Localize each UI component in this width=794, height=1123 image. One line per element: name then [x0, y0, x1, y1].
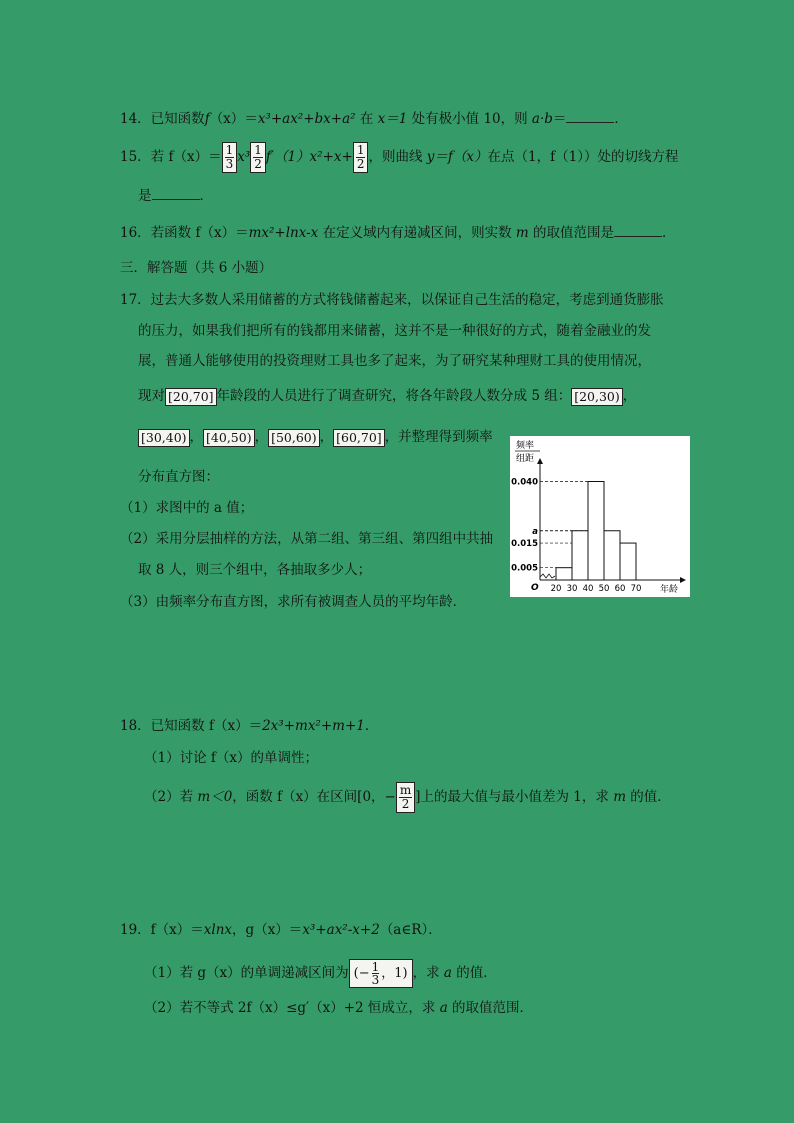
x-tick-label: 60 — [614, 584, 626, 594]
question-17-part-3: （3）由频率分布直方图，求所有被调查人员的平均年龄． — [120, 594, 467, 610]
interval-box: (− $\frac{1}{3}$ ，1) — [349, 959, 413, 988]
histogram-bar — [588, 482, 604, 580]
question-17-line-6: 分布直方图： — [138, 469, 219, 485]
question-18-part-2: （2）若 m＜0，函数 f（x）在区间[0，− $\frac{m}{2}$ ]上的最大值与最小值差为 1，求 m 的值． — [144, 783, 671, 811]
x-axis-label: 年龄 — [660, 585, 679, 595]
question-17-line-2: 的压力，如果我们把所有的钱都用来储蓄，这并不是一种很好的方式，随着金融业的发 — [138, 323, 651, 339]
fraction-box: $\frac{m}{2}$ — [396, 782, 415, 813]
y-tick-label: 0.040 — [511, 477, 538, 488]
x-tick-label: 20 — [550, 584, 562, 594]
y-tick-label: 0.015 — [511, 539, 538, 550]
question-17-part-1: （1）求图中的 a 值； — [120, 500, 254, 516]
x-tick-label: 70 — [630, 584, 642, 594]
histogram-bar — [572, 531, 588, 580]
fraction-box: $\frac{1}{2}$ — [250, 142, 266, 173]
question-19: 19．f（x）＝xlnx，g（x）＝x³+ax²-x+2（a∈R）． — [120, 922, 442, 938]
x-tick-label: 30 — [566, 584, 578, 594]
y-tick-label: 0.005 — [511, 563, 538, 574]
y-tick-label: a — [532, 526, 538, 537]
y-axis-arrow — [537, 458, 543, 464]
histogram-bar — [556, 568, 572, 580]
histogram-bar — [604, 531, 620, 580]
answer-blank[interactable] — [614, 224, 662, 237]
answer-blank[interactable] — [152, 187, 200, 200]
fraction-box: $\frac{1}{3}$ — [222, 142, 238, 173]
y-axis-label-top: 频率 — [516, 441, 535, 451]
x-tick-label: 50 — [598, 584, 610, 594]
question-19-part-1: （1）若 g（x）的单调递减区间为 (− $\frac{1}{3}$ ，1) ，求 a 的值． — [144, 960, 497, 987]
interval-box: [20,70] — [165, 388, 217, 406]
question-15-line-2: 是 ． — [138, 188, 213, 204]
question-14: 14．已知函数f（x）＝x³+ax²+bx+a² 在 x＝1 处有极小值 10，则 a·b＝ ． — [120, 111, 628, 127]
question-17-line-4: 现对 [20,70] 年龄段的人员进行了调查研究，将各年龄段人数分成 5 组： [20,30) ， — [138, 388, 637, 404]
question-17-part-2-cont: 取 8 人，则三个组中，各抽取多少人； — [138, 562, 372, 578]
question-15: 15．若 f（x）＝ $\frac{1}{3}$ x³ $\frac{1}{2}$ f′（1）x²+x+ $\frac{1}{2}$ ，则曲线 y＝f（x）在点（1，f（1））处的切线方程 — [120, 143, 679, 171]
x-tick-label: 40 — [582, 584, 594, 594]
question-17-line-1: 17．过去大多数人采用储蓄的方式将钱储蓄起来，以保证自己生活的稳定，考虑到通货膨胀 — [120, 292, 664, 308]
question-18-part-1: （1）讨论 f（x）的单调性； — [144, 750, 318, 766]
x-axis-arrow — [680, 577, 686, 583]
fraction-box: $\frac{1}{2}$ — [353, 142, 369, 173]
question-17-line-3: 展，普通人能够使用的投资理财工具也多了起来，为了研究某种理财工具的使用情况， — [138, 353, 651, 369]
y-axis-label-bottom: 组距 — [516, 454, 535, 464]
axis-break-icon — [540, 574, 555, 578]
interval-box: [20,30) — [571, 388, 623, 406]
frequency-histogram — [510, 436, 690, 597]
origin-label: O — [531, 583, 539, 593]
question-17-part-2: （2）采用分层抽样的方法，从第二组、第三组、第四组中共抽 — [120, 531, 494, 547]
question-19-part-2: （2）若不等式 2f（x）≤g′（x）+2 恒成立，求 a 的取值范围． — [144, 1000, 534, 1016]
question-18: 18．已知函数 f（x）＝2x³+mx²+m+1． — [120, 718, 379, 734]
interval-box: [50,60) — [268, 429, 320, 447]
interval-box: [30,40) — [138, 429, 190, 447]
answer-blank[interactable] — [566, 110, 614, 123]
question-16: 16．若函数 f（x）＝mx²+lnx-x 在定义域内有递减区间，则实数 m 的取值范围是 ． — [120, 225, 676, 241]
interval-box: [40,50) — [203, 429, 255, 447]
section-heading: 三．解答题（共 6 小题） — [120, 260, 273, 276]
interval-box: [60,70] — [333, 429, 385, 447]
histogram-bar — [620, 543, 636, 580]
question-17-line-5: [30,40) ， [40,50) ， [50,60) ， [60,70] ，并整理得到频率 — [138, 428, 493, 447]
